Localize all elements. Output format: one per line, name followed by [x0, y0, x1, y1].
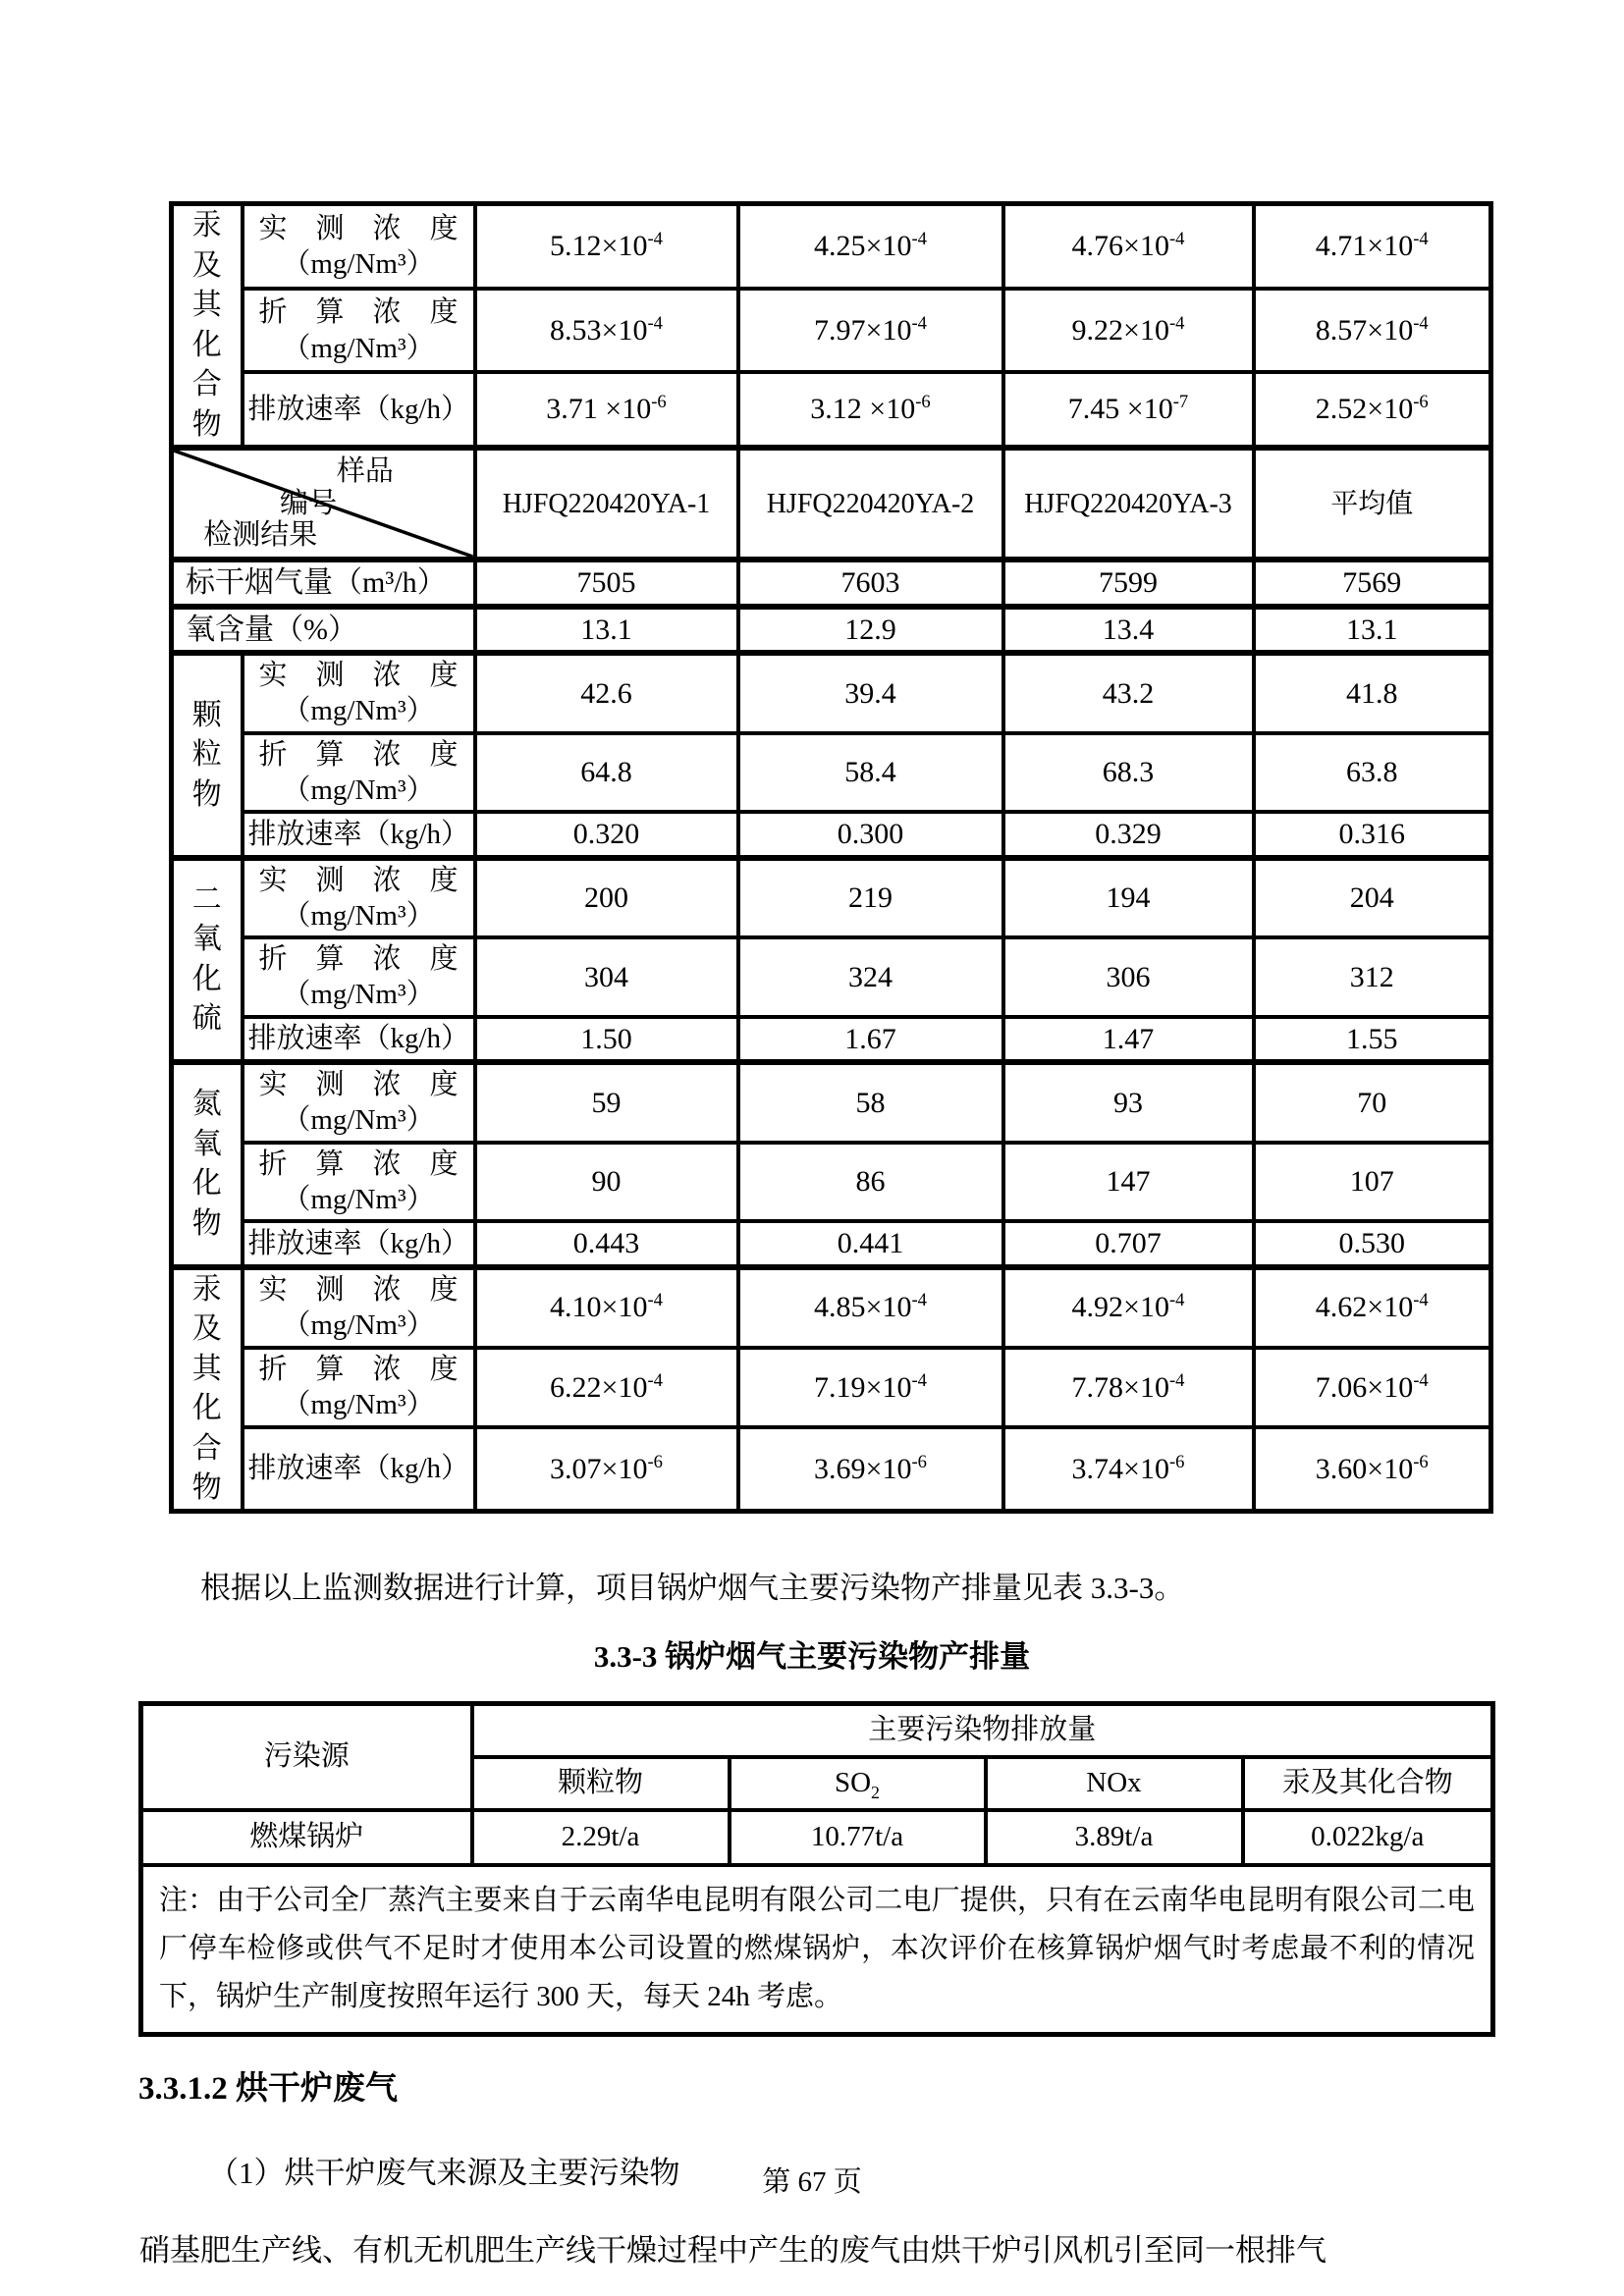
value-cell: $7.06\times 10^{-4}$ — [1254, 1348, 1491, 1427]
diagonal-label-result: 检测结果 — [203, 519, 318, 552]
pollutant-header-cell: 颗粒物 — [472, 1757, 730, 1810]
value-cell: 59 — [475, 1062, 738, 1143]
value-cell: 0.707 — [1003, 1221, 1254, 1267]
param-label-cell: 排放速率（kg/h） — [243, 1221, 475, 1267]
value-cell: 70 — [1254, 1062, 1491, 1143]
value-cell: $6.22\times 10^{-4}$ — [475, 1348, 738, 1427]
param-label-cell: 实 测 浓 度 （mg/Nm³） — [243, 653, 475, 733]
value-cell: 12.9 — [738, 607, 1003, 654]
value-cell: 312 — [1254, 937, 1491, 1017]
table-header-row — [141, 1704, 1493, 1757]
emission-value-cell: 10.77t/a — [730, 1810, 986, 1865]
value-cell: 324 — [738, 937, 1003, 1017]
table-row — [172, 289, 1491, 373]
value-cell: $3.74\times 10^{-6}$ — [1003, 1427, 1254, 1511]
average-column-header: 平均值 — [1254, 448, 1491, 560]
value-cell: 7505 — [475, 560, 738, 607]
table-row — [172, 1267, 1491, 1348]
value-cell: 1.55 — [1254, 1017, 1491, 1063]
pollutant-header-cell: $SO_2$ — [730, 1757, 986, 1810]
table-row — [172, 204, 1491, 289]
value-cell: $7.45 \times 10^{-7}$ — [1003, 372, 1254, 448]
pollutant-category-cell: 二 氧 化 硫 — [172, 858, 243, 1063]
param-label-cell: 排放速率（kg/h） — [243, 812, 475, 858]
value-cell: 0.316 — [1254, 812, 1491, 858]
value-cell: 200 — [475, 858, 738, 938]
diagonal-label-sample: 样品 — [336, 454, 394, 487]
table-row — [172, 1348, 1491, 1427]
value-cell: $7.19\times 10^{-4}$ — [738, 1348, 1003, 1427]
value-cell: 41.8 — [1254, 653, 1491, 733]
emission-summary-table — [138, 1701, 1495, 2037]
value-cell: $4.62\times 10^{-4}$ — [1254, 1267, 1491, 1348]
table-row — [172, 1062, 1491, 1143]
table-3-3-3-title: 3.3-3 锅炉烟气主要污染物产排量 — [593, 1639, 1031, 1675]
value-cell: 1.47 — [1003, 1017, 1254, 1063]
note-cell: 注：由于公司全厂蒸汽主要来自于云南华电昆明有限公司二电厂提供，只有在云南华电昆明有限公司二电厂停车检修或供气不足时才使用本公司设置的燃煤锅炉，本次评价在核算锅炉烟气时考虑最不利的情况下，锅炉生产制度按照年运行 300 天，每天 24h 考虑。 — [141, 1865, 1493, 2035]
value-cell: 219 — [738, 858, 1003, 938]
section-heading: 3.3.1.2 烘干炉废气 — [138, 2070, 398, 2107]
value-cell: 90 — [475, 1143, 738, 1222]
value-cell: 1.50 — [475, 1017, 738, 1063]
emission-value-cell: 0.022kg/a — [1243, 1810, 1493, 1865]
value-cell: $4.76\times 10^{-4}$ — [1003, 204, 1254, 289]
table-row — [172, 560, 1491, 607]
value-cell: $8.57\times 10^{-4}$ — [1254, 289, 1491, 373]
table-row — [172, 1017, 1491, 1063]
list-item-heading: （1）烘干炉废气来源及主要污染物 — [208, 2155, 680, 2190]
source-header-cell: 污染源 — [141, 1704, 472, 1810]
diagonal-header-cell — [172, 448, 475, 560]
param-label-cell: 标干烟气量（m³/h） — [172, 560, 475, 607]
table-note-row — [141, 1865, 1493, 2035]
boiler-monitoring-table — [169, 201, 1493, 1514]
value-cell: $4.71\times 10^{-4}$ — [1254, 204, 1491, 289]
value-cell: 0.441 — [738, 1221, 1003, 1267]
table-row — [172, 653, 1491, 733]
value-cell: $4.85\times 10^{-4}$ — [738, 1267, 1003, 1348]
value-cell: 13.1 — [475, 607, 738, 654]
value-cell: $3.07\times 10^{-6}$ — [475, 1427, 738, 1511]
param-label-cell: 排放速率（kg/h） — [243, 1017, 475, 1063]
value-cell: $3.69\times 10^{-6}$ — [738, 1427, 1003, 1511]
pollutant-category-cell: 颗 粒 物 — [172, 653, 243, 858]
param-label-cell: 折 算 浓 度 （mg/Nm³） — [243, 289, 475, 373]
value-cell: 194 — [1003, 858, 1254, 938]
dryer-paragraph: 硝基肥生产线、有机无机肥生产线干燥过程中产生的废气由烘干炉引风机引至同一根排气 — [139, 2232, 1326, 2268]
value-cell: 0.300 — [738, 812, 1003, 858]
table-row — [172, 858, 1491, 938]
page-footer: 第 67 页 — [762, 2166, 862, 2198]
param-label-cell: 实 测 浓 度 （mg/Nm³） — [243, 1267, 475, 1348]
value-cell: $9.22\times 10^{-4}$ — [1003, 289, 1254, 373]
table-row — [172, 1143, 1491, 1222]
value-cell: 68.3 — [1003, 733, 1254, 813]
value-cell: $3.12 \times 10^{-6}$ — [738, 372, 1003, 448]
param-label-cell: 实 测 浓 度 （mg/Nm³） — [243, 858, 475, 938]
table-row — [172, 372, 1491, 448]
emission-value-cell: 3.89t/a — [986, 1810, 1243, 1865]
value-cell: 304 — [475, 937, 738, 1017]
group-header-cell: 主要污染物排放量 — [472, 1704, 1493, 1757]
param-label-cell: 折 算 浓 度 （mg/Nm³） — [243, 937, 475, 1017]
sample-column-header: HJFQ220420YA-3 — [1003, 448, 1254, 560]
sample-column-header: HJFQ220420YA-1 — [475, 448, 738, 560]
table-row — [172, 937, 1491, 1017]
source-cell: 燃煤锅炉 — [141, 1810, 472, 1865]
param-label-cell: 氧含量（%） — [172, 607, 475, 654]
value-cell: 0.329 — [1003, 812, 1254, 858]
value-cell: 42.6 — [475, 653, 738, 733]
param-label-cell: 实 测 浓 度 （mg/Nm³） — [243, 1062, 475, 1143]
table-row — [141, 1810, 1493, 1865]
value-cell: $3.71 \times 10^{-6}$ — [475, 372, 738, 448]
value-cell: 58 — [738, 1062, 1003, 1143]
emission-value-cell: 2.29t/a — [472, 1810, 730, 1865]
table-row — [172, 1427, 1491, 1511]
value-cell: 0.320 — [475, 812, 738, 858]
value-cell: $4.10\times 10^{-4}$ — [475, 1267, 738, 1348]
value-cell: $2.52\times 10^{-6}$ — [1254, 372, 1491, 448]
value-cell: $5.12\times 10^{-4}$ — [475, 204, 738, 289]
param-label-cell: 实 测 浓 度 （mg/Nm³） — [243, 204, 475, 289]
value-cell: $7.97\times 10^{-4}$ — [738, 289, 1003, 373]
value-cell: $4.92\times 10^{-4}$ — [1003, 1267, 1254, 1348]
value-cell: 64.8 — [475, 733, 738, 813]
value-cell: 107 — [1254, 1143, 1491, 1222]
value-cell: 0.530 — [1254, 1221, 1491, 1267]
value-cell: $4.25\times 10^{-4}$ — [738, 204, 1003, 289]
param-label-cell: 排放速率（kg/h） — [243, 372, 475, 448]
param-label-cell: 折 算 浓 度 （mg/Nm³） — [243, 733, 475, 813]
table-row — [172, 1221, 1491, 1267]
pollutant-category-cell: 氮 氧 化 物 — [172, 1062, 243, 1267]
value-cell: $7.78\times 10^{-4}$ — [1003, 1348, 1254, 1427]
value-cell: 86 — [738, 1143, 1003, 1222]
pollutant-category-cell: 汞 及 其 化 合 物 — [172, 204, 243, 449]
value-cell: 43.2 — [1003, 653, 1254, 733]
table-row — [172, 607, 1491, 654]
value-cell: 39.4 — [738, 653, 1003, 733]
value-cell: 7603 — [738, 560, 1003, 607]
value-cell: 1.67 — [738, 1017, 1003, 1063]
param-label-cell: 排放速率（kg/h） — [243, 1427, 475, 1511]
value-cell: $8.53\times 10^{-4}$ — [475, 289, 738, 373]
table-header-row — [172, 448, 1491, 560]
value-cell: 0.443 — [475, 1221, 738, 1267]
value-cell: 7569 — [1254, 560, 1491, 607]
sample-column-header: HJFQ220420YA-2 — [738, 448, 1003, 560]
value-cell: 306 — [1003, 937, 1254, 1017]
value-cell: 13.4 — [1003, 607, 1254, 654]
param-label-cell: 折 算 浓 度 （mg/Nm³） — [243, 1143, 475, 1222]
pollutant-header-cell: NOx — [986, 1757, 1243, 1810]
diagonal-label-number: 编号 — [280, 487, 338, 519]
value-cell: 93 — [1003, 1062, 1254, 1143]
value-cell: 7599 — [1003, 560, 1254, 607]
value-cell: 204 — [1254, 858, 1491, 938]
param-label-cell: 折 算 浓 度 （mg/Nm³） — [243, 1348, 475, 1427]
pollutant-header-cell: 汞及其化合物 — [1243, 1757, 1493, 1810]
pollutant-category-cell: 汞 及 其 化 合 物 — [172, 1267, 243, 1512]
value-cell: 63.8 — [1254, 733, 1491, 813]
intro-paragraph: 根据以上监测数据进行计算，项目锅炉烟气主要污染物产排量见表 3.3-3。 — [200, 1570, 1185, 1605]
value-cell: 58.4 — [738, 733, 1003, 813]
table-row — [172, 812, 1491, 858]
value-cell: $3.60\times 10^{-6}$ — [1254, 1427, 1491, 1511]
table-row — [172, 733, 1491, 813]
value-cell: 147 — [1003, 1143, 1254, 1222]
value-cell: 13.1 — [1254, 607, 1491, 654]
